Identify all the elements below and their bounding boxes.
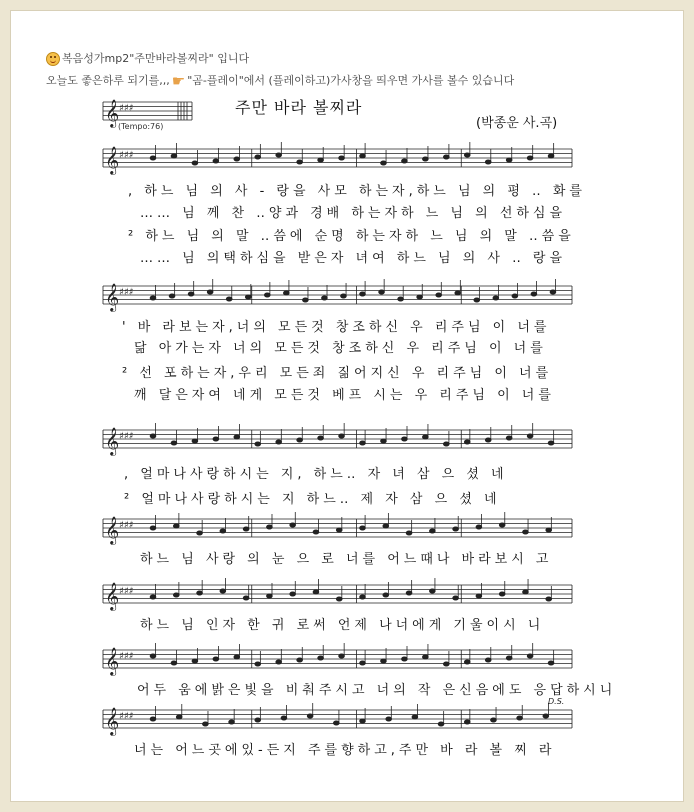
note-head xyxy=(234,435,240,439)
note-head xyxy=(192,659,198,663)
note-head xyxy=(546,597,552,601)
note-head xyxy=(290,592,296,596)
note-head xyxy=(381,161,387,165)
note-head xyxy=(339,156,345,160)
note-head xyxy=(290,523,296,527)
note-head xyxy=(430,529,436,533)
lyric-line: 하느 님 사랑 의 눈 으 로 너를 어느때나 바라보시 고 xyxy=(140,552,553,567)
treble-clef: 𝄞 xyxy=(105,283,120,311)
note-head xyxy=(318,436,324,440)
note-head xyxy=(499,523,505,527)
note-head xyxy=(444,155,450,159)
note-head xyxy=(267,594,273,598)
lyric-line: ² 선 포하는자,우리 모든죄 짊어지신 우 리주님 이 너를 xyxy=(122,366,553,381)
lyric-line: , 얼마나사랑하시는 지, 하느‥ 자 녀 삼 으 셨 네 xyxy=(124,467,508,482)
note-head xyxy=(527,654,533,658)
note-head xyxy=(192,439,198,443)
note-head xyxy=(334,721,340,725)
note-head xyxy=(523,590,529,594)
note-head xyxy=(313,530,319,534)
note-head xyxy=(423,435,429,439)
note-head xyxy=(438,722,444,726)
note-head xyxy=(281,716,287,720)
note-head xyxy=(546,528,552,532)
note-head xyxy=(506,436,512,440)
note-head xyxy=(491,718,497,722)
note-head xyxy=(453,596,459,600)
note-head xyxy=(464,153,470,157)
note-head xyxy=(276,660,282,664)
note-head xyxy=(255,718,261,722)
note-head xyxy=(255,662,261,666)
note-head xyxy=(322,296,328,300)
note-head xyxy=(267,525,273,529)
note-head xyxy=(383,524,389,528)
tempo-marking: (Tempo:76) xyxy=(118,122,164,131)
note-head xyxy=(336,597,342,601)
lyric-line: 하느 님 인자 한 귀 로써 언제 나너에게 기울이시 니 xyxy=(140,618,545,633)
note-head xyxy=(207,290,213,294)
note-head xyxy=(313,590,319,594)
note-head xyxy=(303,298,309,302)
note-head xyxy=(485,160,491,164)
key-signature: ♯♯♯ xyxy=(119,287,134,298)
note-head xyxy=(229,720,235,724)
note-head xyxy=(220,529,226,533)
note-head xyxy=(255,155,261,159)
note-head xyxy=(464,660,470,664)
ds-marking: D.S. xyxy=(548,697,565,706)
note-head xyxy=(176,715,182,719)
note-head xyxy=(517,716,523,720)
note-head xyxy=(150,296,156,300)
note-head xyxy=(220,589,226,593)
note-head xyxy=(297,658,303,662)
note-head xyxy=(360,441,366,445)
lyric-line: , 하느 님 의 사 - 랑을 사모 하는자,하느 님 의 평 ‥ 화를 xyxy=(128,184,586,199)
note-head xyxy=(383,593,389,597)
song-title: 주만 바라 볼찌라 xyxy=(235,98,363,117)
note-head xyxy=(336,528,342,532)
key-signature: ♯♯♯ xyxy=(119,586,134,597)
note-head xyxy=(213,657,219,661)
note-head xyxy=(402,437,408,441)
key-signature: ♯♯♯ xyxy=(119,520,134,531)
lyric-line: ² 하느 님 의 말 ‥씀에 순명 하는자하 느 님 의 말 ‥씀을 xyxy=(128,229,575,244)
note-head xyxy=(213,159,219,163)
lyric-line: …… 님 께 찬 ‥양과 경배 하는자하 느 님 의 선하심을 xyxy=(140,206,567,221)
note-head xyxy=(527,434,533,438)
pointing-hand-icon: ☛ xyxy=(171,72,186,90)
note-head xyxy=(493,296,499,300)
treble-clef: 𝄞 xyxy=(105,707,120,735)
key-signature: ♯♯♯ xyxy=(119,103,134,114)
note-head xyxy=(485,438,491,442)
treble-clef: 𝄞 xyxy=(105,582,120,610)
note-head xyxy=(548,154,554,158)
note-head xyxy=(548,661,554,665)
note-head xyxy=(339,654,345,658)
treble-clef: 𝄞 xyxy=(105,516,120,544)
note-head xyxy=(523,530,529,534)
note-head xyxy=(150,526,156,530)
composer-credit: (박종운 사.곡) xyxy=(476,116,558,131)
note-head xyxy=(150,434,156,438)
note-head xyxy=(412,715,418,719)
note-head xyxy=(203,722,209,726)
note-head xyxy=(284,291,290,295)
lyric-line: ' 바 라보는자,너의 모든것 창조하신 우 리주님 이 너를 xyxy=(122,320,551,335)
note-head xyxy=(506,158,512,162)
lyric-line: 어두 움에밝은빛을 비춰주시고 너의 작 은신음에도 응답하시니 xyxy=(137,683,617,698)
note-head xyxy=(444,442,450,446)
key-signature: ♯♯♯ xyxy=(119,150,134,161)
note-head xyxy=(360,719,366,723)
lyric-line: 깨 달은자여 네게 모든것 베프 시는 우 리주님 이 너를 xyxy=(134,388,555,403)
note-head xyxy=(455,291,461,295)
note-head xyxy=(360,292,366,296)
note-head xyxy=(406,531,412,535)
lyric-line: 너는 어느곳에있-든지 주를향하고,주만 바 라 볼 찌 라 xyxy=(134,743,556,758)
note-head xyxy=(436,293,442,297)
note-head xyxy=(381,659,387,663)
note-head xyxy=(379,290,385,294)
note-head xyxy=(423,157,429,161)
note-head xyxy=(255,442,261,446)
note-head xyxy=(150,156,156,160)
note-head xyxy=(402,159,408,163)
treble-clef: 𝄞 xyxy=(105,647,120,675)
key-signature: ♯♯♯ xyxy=(119,431,134,442)
treble-clef: 𝄞 xyxy=(105,146,120,174)
note-head xyxy=(512,294,518,298)
note-head xyxy=(476,525,482,529)
note-head xyxy=(245,295,251,299)
note-head xyxy=(171,661,177,665)
note-head xyxy=(423,655,429,659)
treble-clef: 𝄞 xyxy=(105,427,120,455)
header-line-1-text: 복음성가mp2"주만바라볼찌라" 입니다 xyxy=(62,52,250,65)
note-head xyxy=(485,658,491,662)
note-head xyxy=(243,596,249,600)
lyric-line: …… 님 의택하심을 받은자 녀여 하느 님 의 사 ‥ 랑을 xyxy=(140,251,567,266)
note-head xyxy=(550,290,556,294)
note-head xyxy=(173,593,179,597)
note-head xyxy=(381,439,387,443)
note-head xyxy=(476,594,482,598)
note-head xyxy=(197,531,203,535)
note-head xyxy=(499,592,505,596)
note-head xyxy=(444,662,450,666)
note-head xyxy=(548,441,554,445)
note-head xyxy=(276,153,282,157)
note-head xyxy=(192,161,198,165)
note-head xyxy=(360,595,366,599)
note-head xyxy=(150,595,156,599)
note-head xyxy=(543,714,549,718)
note-head xyxy=(276,440,282,444)
header-line-2-text-b: "곰-플레이"에서 (플레이하고)가사창을 띄우면 가사를 볼수 있습니다 xyxy=(187,74,515,87)
note-head xyxy=(297,438,303,442)
note-head xyxy=(531,292,537,296)
note-head xyxy=(402,657,408,661)
note-head xyxy=(360,526,366,530)
note-head xyxy=(339,434,345,438)
note-head xyxy=(318,656,324,660)
note-head xyxy=(150,717,156,721)
treble-clef: 𝄞 xyxy=(105,99,120,127)
note-head xyxy=(197,591,203,595)
note-head xyxy=(360,661,366,665)
note-head xyxy=(386,717,392,721)
note-head xyxy=(417,295,423,299)
key-signature: ♯♯♯ xyxy=(119,711,134,722)
note-head xyxy=(171,441,177,445)
note-head xyxy=(360,154,366,158)
lyric-line: 닮 아가는자 너의 모든것 창조하신 우 리주님 이 너를 xyxy=(134,341,547,356)
lyric-line: ² 얼마나사랑하시는 지 하느‥ 제 자 삼 으 셨 네 xyxy=(124,492,501,507)
note-head xyxy=(150,654,156,658)
note-head xyxy=(169,294,175,298)
note-head xyxy=(264,293,270,297)
note-head xyxy=(398,297,404,301)
note-head xyxy=(464,440,470,444)
note-head xyxy=(527,156,533,160)
note-head xyxy=(341,294,347,298)
note-head xyxy=(453,527,459,531)
note-head xyxy=(318,158,324,162)
key-signature: ♯♯♯ xyxy=(119,651,134,662)
note-head xyxy=(307,714,313,718)
note-head xyxy=(213,437,219,441)
note-head xyxy=(171,154,177,158)
header-line-2-text-a: 오늘도 좋은하루 되기를,,, xyxy=(46,74,170,87)
note-head xyxy=(406,591,412,595)
note-head xyxy=(188,292,194,296)
note-head xyxy=(506,656,512,660)
note-head xyxy=(226,297,232,301)
note-head xyxy=(430,589,436,593)
note-head xyxy=(173,524,179,528)
note-head xyxy=(474,298,480,302)
note-head xyxy=(234,655,240,659)
note-head xyxy=(234,157,240,161)
note-head xyxy=(297,160,303,164)
note-head xyxy=(243,527,249,531)
note-head xyxy=(464,720,470,724)
